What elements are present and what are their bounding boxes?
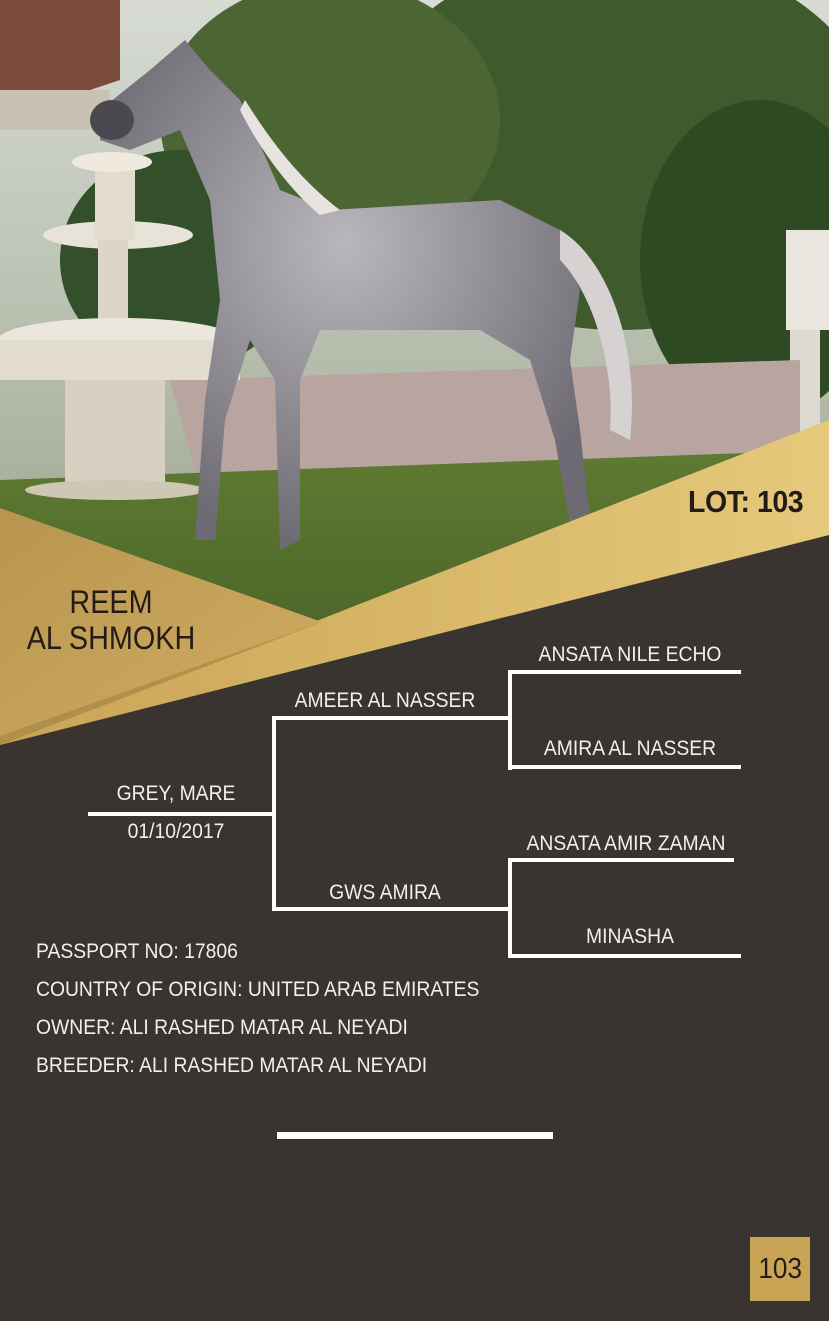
sire-name: AMEER AL NASSER	[294, 689, 476, 712]
owner: OWNER: ALI RASHED MATAR AL NEYADI	[36, 1016, 408, 1039]
country-of-origin: COUNTRY OF ORIGIN: UNITED ARAB EMIRATES	[36, 978, 480, 1001]
pedigree-connector-sire	[508, 670, 512, 770]
pedigree-line-dam-sire	[508, 858, 734, 862]
page-number-badge	[750, 1237, 810, 1301]
passport-number: PASSPORT NO: 17806	[36, 940, 238, 963]
pedigree-line-sire-dam	[508, 765, 741, 769]
sire-sire-name: ANSATA NILE ECHO	[538, 643, 722, 666]
pedigree-line-dam-dam	[508, 954, 741, 958]
lot-number-label: LOT: 103	[687, 484, 803, 519]
divider-line	[277, 1132, 553, 1139]
horse-name	[11, 584, 211, 656]
pedigree-line-subject	[88, 812, 276, 816]
color-sex: GREY, MARE	[116, 782, 236, 805]
horse-name-line1: REEM	[69, 584, 153, 620]
pedigree-line-dam	[272, 907, 512, 911]
pedigree-connector-main	[272, 718, 276, 911]
sire-dam-name: AMIRA AL NASSER	[543, 737, 717, 760]
dam-dam-name: MINASHA	[585, 925, 675, 948]
pedigree-line-sire	[272, 716, 512, 720]
dam-sire-name: ANSATA AMIR ZAMAN	[526, 832, 726, 855]
dam-name: GWS AMIRA	[329, 881, 441, 904]
horse-name-line2: AL SHMOKH	[26, 620, 196, 656]
breeder: BREEDER: ALI RASHED MATAR AL NEYADI	[36, 1054, 428, 1077]
pedigree-connector-dam	[508, 858, 512, 958]
date-of-birth: 01/10/2017	[127, 820, 225, 843]
page-number: 103	[758, 1252, 802, 1285]
pedigree-line-sire-sire	[508, 670, 741, 674]
